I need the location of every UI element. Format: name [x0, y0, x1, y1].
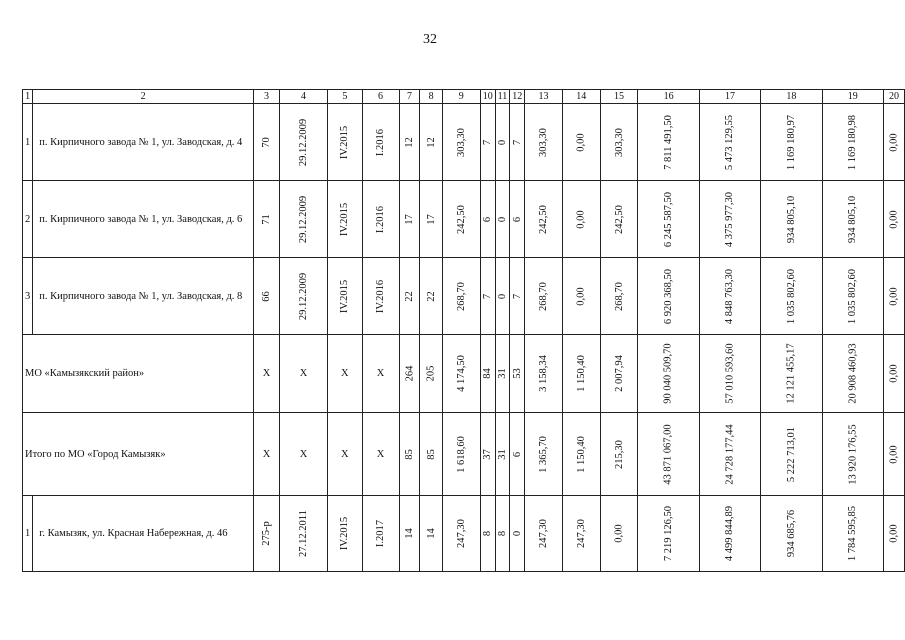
cell-value: 0,00	[888, 364, 900, 383]
cell-value: X	[299, 368, 308, 379]
cell-value: 22	[425, 290, 437, 302]
cell-value: 934 685,76	[785, 509, 797, 558]
cell-value: 22	[404, 290, 416, 302]
table-cell	[480, 181, 495, 258]
cell-value: 7	[482, 293, 494, 299]
table-cell	[638, 258, 699, 335]
table-cell	[822, 104, 883, 181]
table-cell	[638, 496, 699, 572]
table-cell	[525, 496, 563, 572]
cell-value: 264	[404, 365, 416, 382]
table-cell	[761, 181, 822, 258]
cell-value: 242,50	[613, 204, 625, 234]
table-cell	[562, 496, 600, 572]
table-cell	[600, 181, 638, 258]
cell-value: 303,30	[538, 127, 550, 157]
cell-value: 4 848 763,30	[724, 268, 736, 324]
table-cell	[328, 258, 362, 335]
cell-value: 12	[425, 136, 437, 148]
cell-value: 8	[482, 530, 494, 537]
cell-value: 6 920 368,50	[663, 268, 675, 324]
table-cell	[254, 258, 280, 335]
table-cell	[279, 104, 327, 181]
cell-value: 303,30	[455, 127, 467, 157]
header-cell: 20	[883, 90, 904, 104]
table-cell	[495, 496, 510, 572]
table-cell	[399, 181, 420, 258]
cell-value: 0,00	[575, 132, 587, 152]
table-cell	[420, 181, 442, 258]
table-cell	[822, 496, 883, 572]
cell-value: 57 010 593,60	[724, 343, 736, 404]
cell-value: 1 618,60	[455, 435, 467, 473]
cell-value: 37	[482, 448, 494, 460]
table-cell	[883, 413, 904, 496]
cell-value: 14	[404, 528, 416, 539]
cell-value: 242,50	[538, 204, 550, 234]
table-cell	[510, 335, 525, 413]
cell-value: 0	[496, 139, 508, 145]
table-cell	[420, 335, 442, 413]
cell-value: I.2017	[375, 519, 387, 548]
cell-value: 1 169 180,97	[785, 114, 797, 170]
cell-value: 31	[496, 448, 508, 460]
table-cell	[525, 413, 563, 496]
header-cell: 15	[600, 90, 638, 104]
cell-value: 13 920 176,55	[847, 423, 859, 485]
table-cell	[495, 413, 510, 496]
header-cell: 4	[279, 90, 327, 104]
cell-value: X	[341, 448, 349, 460]
table-row	[23, 258, 905, 335]
cell-value: 20 908 460,93	[847, 343, 859, 404]
table-cell	[480, 413, 495, 496]
cell-value: 71	[260, 213, 272, 225]
table-cell	[699, 335, 760, 413]
cell-value: 6	[511, 451, 523, 457]
table-cell	[638, 335, 699, 413]
table-cell	[562, 104, 600, 181]
table-cell	[480, 335, 495, 413]
cell-value: 17	[425, 213, 437, 225]
table-cell	[399, 496, 420, 572]
cell-value: 4 499 844,89	[724, 505, 736, 562]
cell-value: 215,30	[613, 439, 625, 469]
cell-value: IV.2015	[339, 516, 351, 551]
cell-value: 247,30	[575, 519, 587, 548]
cell-value: 0,00	[888, 209, 900, 229]
cell-value: 6 245 587,50	[663, 191, 675, 247]
page-number: 32	[423, 32, 437, 47]
table-cell	[254, 104, 280, 181]
header-cell: 11	[495, 90, 510, 104]
cell-value: I.2016	[375, 128, 387, 156]
cell-value: 85	[404, 448, 416, 460]
cell-value: 66	[260, 290, 272, 302]
table-cell	[254, 496, 280, 572]
cell-value: 4 174,50	[455, 355, 467, 392]
header-cell: 18	[761, 90, 822, 104]
table-cell	[420, 258, 442, 335]
header-cell: 9	[442, 90, 480, 104]
table-cell	[822, 335, 883, 413]
cell-value: 8	[496, 530, 508, 537]
table-cell	[480, 104, 495, 181]
cell-value: IV.2015	[339, 202, 351, 236]
header-cell: 10	[480, 90, 495, 104]
table-cell	[638, 181, 699, 258]
table-cell	[279, 335, 327, 413]
header-cell: 14	[562, 90, 600, 104]
table-cell	[699, 181, 760, 258]
cell-value: I.2016	[375, 205, 387, 233]
address-cell: п. Кирпичного завода № 1, ул. Заводская, д. 6	[33, 181, 254, 258]
cell-value: 12 121 455,17	[785, 343, 797, 404]
table-cell	[362, 258, 399, 335]
cell-value: 205	[425, 365, 437, 382]
table-cell	[525, 181, 563, 258]
cell-value: 1 150,40	[575, 435, 587, 473]
table-cell	[699, 258, 760, 335]
table-cell	[883, 104, 904, 181]
table-cell	[362, 104, 399, 181]
table-cell	[699, 413, 760, 496]
address-cell: г. Камызяк, ул. Красная Набережная, д. 46	[33, 496, 254, 572]
header-cell: 16	[638, 90, 699, 104]
cell-value: 29.12.2009	[298, 118, 310, 166]
table-cell	[883, 335, 904, 413]
cell-value: IV.2016	[375, 279, 387, 313]
cell-value: 1 784 595,85	[847, 505, 859, 562]
cell-value: 0	[496, 216, 508, 222]
table-cell	[761, 258, 822, 335]
cell-value: 0,00	[888, 524, 900, 543]
cell-value: 31	[496, 368, 508, 379]
cell-value: 6	[482, 216, 494, 222]
table-cell	[510, 413, 525, 496]
cell-value: 242,50	[455, 204, 467, 234]
header-cell: 1	[23, 90, 33, 104]
table-cell	[362, 335, 399, 413]
cell-value: 85	[425, 448, 437, 460]
table-cell	[480, 258, 495, 335]
header-cell: 13	[525, 90, 563, 104]
table-cell	[638, 104, 699, 181]
cell-value: 12	[404, 136, 416, 148]
table-cell	[510, 496, 525, 572]
table-cell	[399, 335, 420, 413]
address-cell: п. Кирпичного завода № 1, ул. Заводская, д. 4	[33, 104, 254, 181]
cell-value: 5 473 129,55	[724, 114, 736, 170]
table-cell	[883, 258, 904, 335]
table-cell	[328, 104, 362, 181]
table-cell	[442, 335, 480, 413]
table-cell	[525, 104, 563, 181]
table-cell	[399, 104, 420, 181]
cell-value: 14	[425, 528, 437, 539]
table-cell	[761, 335, 822, 413]
table-cell	[362, 181, 399, 258]
table-cell	[279, 258, 327, 335]
cell-value: 0,00	[575, 209, 587, 229]
table-cell	[442, 258, 480, 335]
cell-value: 29.12.2009	[298, 272, 310, 320]
table-row	[23, 496, 905, 572]
cell-value: 6	[511, 216, 523, 222]
table-cell	[279, 181, 327, 258]
cell-value: 247,30	[455, 519, 467, 548]
header-cell: 19	[822, 90, 883, 104]
cell-value: X	[262, 368, 271, 379]
table-cell	[480, 496, 495, 572]
table-cell	[638, 413, 699, 496]
cell-value: 7 811 491,50	[663, 114, 675, 170]
table-cell	[362, 496, 399, 572]
table-cell	[442, 181, 480, 258]
header-cell: 2	[33, 90, 254, 104]
cell-value: 3 158,34	[538, 355, 550, 392]
table-cell	[562, 335, 600, 413]
cell-value: 0	[496, 293, 508, 299]
table-cell	[600, 413, 638, 496]
header-cell: 3	[254, 90, 280, 104]
cell-value: 268,70	[613, 281, 625, 311]
row-number: 1	[23, 496, 33, 572]
table-cell	[442, 496, 480, 572]
table-cell	[420, 413, 442, 496]
table-cell	[699, 496, 760, 572]
table-cell	[600, 104, 638, 181]
table-cell	[495, 104, 510, 181]
header-cell: 7	[399, 90, 420, 104]
row-number: 1	[23, 104, 33, 181]
cell-value: 7 219 126,50	[663, 505, 675, 562]
table-cell	[254, 181, 280, 258]
cell-value: 247,30	[538, 519, 550, 548]
cell-value: 5 222 713,01	[785, 426, 797, 482]
table-cell	[254, 335, 280, 413]
table-cell	[442, 104, 480, 181]
table-cell	[328, 181, 362, 258]
row-number: 2	[23, 181, 33, 258]
cell-value: 0,00	[613, 524, 625, 543]
cell-value: 27.12.2011	[298, 510, 310, 557]
cell-value: 0,00	[575, 286, 587, 306]
cell-value: 275-р	[260, 521, 272, 546]
cell-value: 303,30	[613, 127, 625, 157]
table-row	[23, 181, 905, 258]
cell-value: 1 035 802,60	[785, 268, 797, 324]
cell-value: IV.2015	[339, 125, 351, 159]
cell-value: 70	[260, 136, 272, 148]
summary-row	[23, 413, 905, 496]
table-cell	[761, 104, 822, 181]
header-cell: 8	[420, 90, 442, 104]
table-cell	[495, 258, 510, 335]
cell-value: 53	[511, 368, 523, 379]
table-cell	[328, 496, 362, 572]
row-number: 3	[23, 258, 33, 335]
header-cell: 6	[362, 90, 399, 104]
header-cell: 5	[328, 90, 362, 104]
cell-value: 29.12.2009	[298, 195, 310, 243]
cell-value: 268,70	[538, 281, 550, 311]
table-cell	[883, 181, 904, 258]
cell-value: 0	[511, 530, 523, 537]
cell-value: 90 040 509,70	[663, 343, 675, 404]
table-cell	[420, 104, 442, 181]
cell-value: 43 871 067,00	[663, 423, 675, 485]
table-cell	[822, 413, 883, 496]
cell-value: 7	[511, 293, 523, 299]
cell-value: 0,00	[888, 444, 900, 464]
table-cell	[600, 335, 638, 413]
summary-label: МО «Камызякский район»	[23, 335, 254, 413]
table-cell	[442, 413, 480, 496]
table-cell	[399, 258, 420, 335]
table-cell	[510, 104, 525, 181]
cell-value: X	[299, 448, 308, 460]
table-cell	[562, 413, 600, 496]
cell-value: 934 805,10	[847, 195, 859, 243]
table-cell	[761, 413, 822, 496]
cell-value: 1 150,40	[575, 355, 587, 392]
cell-value: 24 728 177,44	[724, 423, 736, 485]
cell-value: 1 169 180,98	[847, 114, 859, 170]
header-cell: 12	[510, 90, 525, 104]
address-cell: п. Кирпичного завода № 1, ул. Заводская, д. 8	[33, 258, 254, 335]
table-cell	[600, 258, 638, 335]
cell-value: 0,00	[888, 286, 900, 306]
cell-value: 2 007,94	[613, 355, 625, 392]
cell-value: 0,00	[888, 132, 900, 152]
table-cell	[328, 413, 362, 496]
summary-row	[23, 335, 905, 413]
cell-value: 7	[482, 139, 494, 145]
table-cell	[562, 258, 600, 335]
table-cell	[420, 496, 442, 572]
table-cell	[362, 413, 399, 496]
cell-value: X	[341, 368, 349, 379]
table-row	[23, 104, 905, 181]
cell-value: 84	[482, 368, 494, 379]
cell-value: X	[376, 368, 385, 379]
table-cell	[254, 413, 280, 496]
table-cell	[822, 258, 883, 335]
cell-value: 7	[511, 139, 523, 145]
table-cell	[822, 181, 883, 258]
table-cell	[562, 181, 600, 258]
cell-value: IV.2015	[339, 279, 351, 313]
table-cell	[510, 181, 525, 258]
cell-value: 4 375 977,30	[724, 191, 736, 247]
table-cell	[495, 335, 510, 413]
table-cell	[883, 496, 904, 572]
cell-value: X	[262, 448, 271, 460]
table-cell	[510, 258, 525, 335]
table-cell	[279, 496, 327, 572]
table-cell	[279, 413, 327, 496]
summary-label: Итого по МО «Город Камызяк»	[23, 413, 254, 496]
table-cell	[525, 335, 563, 413]
table-cell	[761, 496, 822, 572]
table-cell	[525, 258, 563, 335]
data-table	[22, 89, 905, 572]
header-row	[23, 90, 905, 104]
table-cell	[600, 496, 638, 572]
table-cell	[699, 104, 760, 181]
cell-value: 17	[404, 213, 416, 225]
table-cell	[495, 181, 510, 258]
cell-value: 268,70	[455, 281, 467, 311]
table-cell	[328, 335, 362, 413]
cell-value: 934 805,10	[785, 195, 797, 243]
cell-value: X	[376, 448, 385, 460]
cell-value: 1 035 802,60	[847, 268, 859, 324]
cell-value: 1 365,70	[538, 435, 550, 473]
header-cell: 17	[699, 90, 760, 104]
table-cell	[399, 413, 420, 496]
